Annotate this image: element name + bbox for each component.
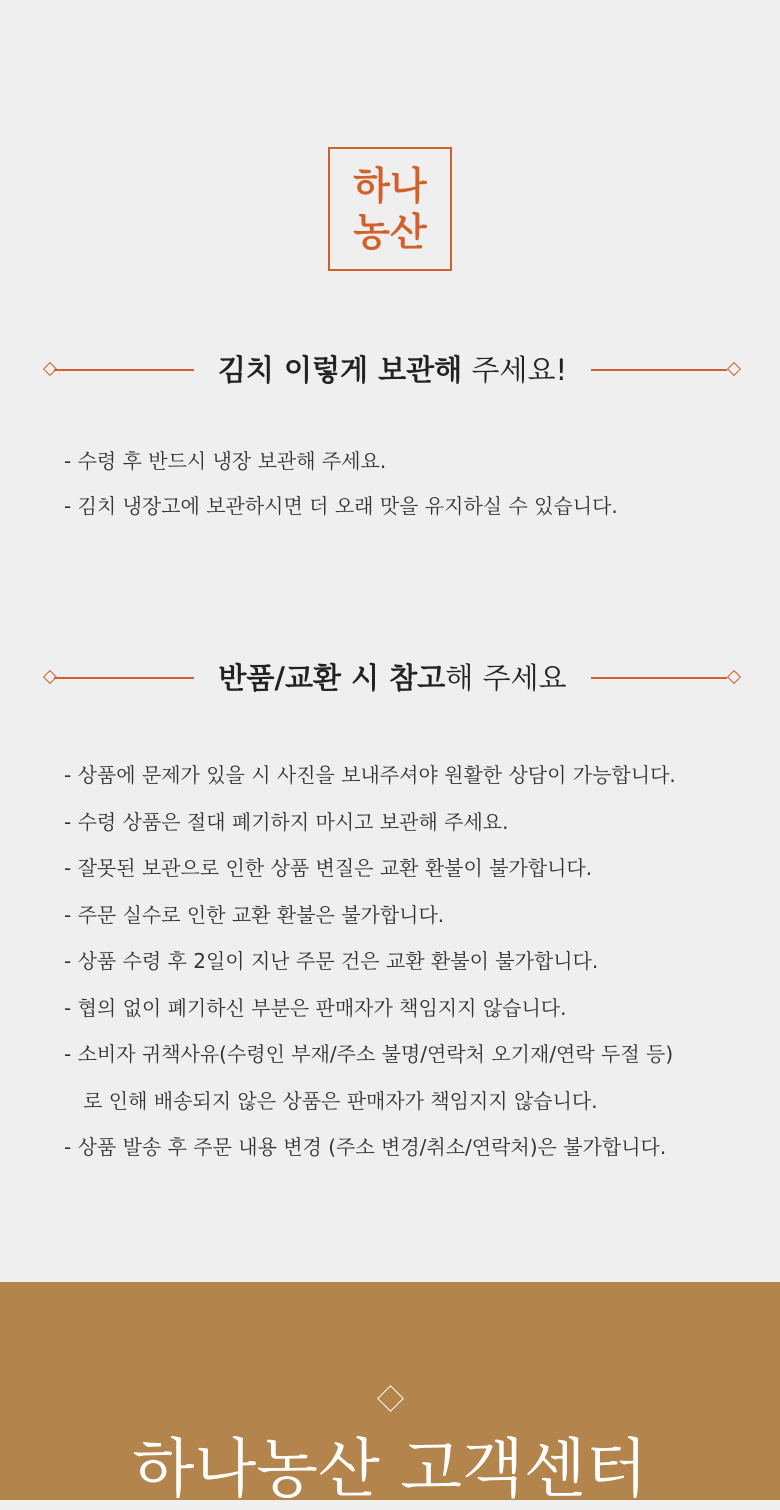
list-item: - 잘못된 보관으로 인한 상품 변질은 교환 환불이 불가합니다. — [64, 856, 593, 880]
return-section-title — [194, 658, 591, 698]
list-item: - 김치 냉장고에 보관하시면 더 오래 맛을 유지하실 수 있습니다. — [64, 494, 618, 518]
list-item: - 상품 발송 후 주문 내용 변경 (주소 변경/취소/연락처)은 불가합니다. — [64, 1135, 667, 1159]
diamond-icon — [727, 362, 741, 376]
title-bold: 김치 이렇게 보관해 — [217, 353, 463, 387]
logo-line-2: 농산 — [353, 210, 427, 254]
list-item: - 협의 없이 폐기하신 부분은 판매자가 책임지지 않습니다. — [64, 995, 567, 1020]
list-item: - 수령 후 반드시 냉장 보관해 주세요. — [64, 449, 387, 473]
brand-logo — [328, 147, 452, 271]
diamond-icon — [727, 670, 741, 684]
title-light: 주세요! — [462, 353, 568, 387]
list-item: - 상품에 문제가 있을 시 사진을 보내주셔야 원활한 상담이 가능합니다. — [64, 763, 676, 787]
list-item: - 주문 실수로 인한 교환 환불은 불가합니다. — [64, 902, 445, 927]
diamond-icon — [377, 1385, 404, 1412]
list-item: - 소비자 귀책사유(수령인 부재/주소 불명/연락처 오기재/연락 두절 등) — [64, 1042, 674, 1066]
title-light: 해 주세요 — [445, 661, 567, 695]
divider-line — [54, 677, 194, 679]
return-list — [64, 752, 676, 1171]
storage-section-title — [194, 350, 591, 390]
storage-list — [64, 439, 618, 529]
list-item: - 상품 수령 후 2일이 지난 주문 건은 교환 환불이 불가합니다. — [64, 949, 599, 973]
divider-line — [591, 369, 727, 371]
storage-section-header — [0, 350, 780, 390]
divider-line — [54, 369, 194, 371]
return-section-header — [0, 658, 780, 698]
customer-center-footer — [0, 1282, 780, 1507]
divider-line — [591, 677, 727, 679]
title-bold: 반품/교환 시 참고 — [218, 661, 446, 695]
list-item: 로 인해 배송되지 않은 상품은 판매자가 책임지지 않습니다. — [64, 1088, 598, 1113]
customer-center-title: 하나농산 고객센터 — [132, 1433, 648, 1507]
list-item: - 수령 상품은 절대 폐기하지 마시고 보관해 주세요. — [64, 809, 509, 834]
logo-line-1: 하나 — [353, 164, 427, 208]
